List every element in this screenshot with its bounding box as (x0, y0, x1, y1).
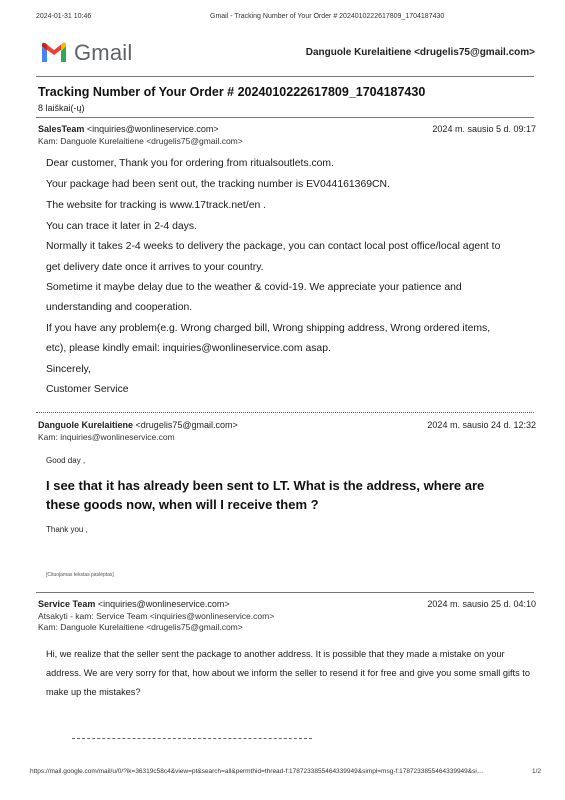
divider (36, 76, 534, 77)
message-2-body: I see that it has already been sent to LT. What is the address, where are these goods now, when will I receive them ? (46, 478, 485, 512)
signature-divider (72, 738, 312, 739)
account-label: Danguole Kurelaitiene <drugelis75@gmail.com> (305, 47, 535, 58)
body-line: Normally it takes 2-4 weeks to delivery the package, you can contact local post office/local agent to (46, 241, 501, 252)
message-2-date: 2024 m. sausio 24 d. 12:32 (427, 420, 536, 430)
message-3-sender[interactable] (38, 599, 230, 609)
message-3-date: 2024 m. sausio 25 d. 04:10 (427, 599, 536, 609)
body-line: Sometime it maybe delay due to the weather & covid-19. We appreciate your patience and (46, 282, 462, 293)
divider (36, 412, 534, 413)
sender-email: <inquiries@wonlineservice.com> (86, 124, 219, 134)
sender-name: SalesTeam (38, 124, 85, 134)
quoted-text-toggle[interactable]: [Cituojamas tekstas paslėptas] (46, 572, 114, 578)
message-1-date: 2024 m. sausio 5 d. 09:17 (432, 124, 536, 134)
gmail-logo[interactable] (40, 40, 132, 66)
body-line: Your package had been sent out, the tracking number is EV044161369CN. (46, 179, 390, 190)
message-3-reply-to: Atsakyti - kam: Service Team <inquiries@wonlineservice.com> (38, 611, 275, 621)
body-line: If you have any problem(e.g. Wrong charged bill, Wrong shipping address, Wrong ordered items, (46, 323, 491, 334)
message-3-to: Kam: Danguole Kurelaitiene <drugelis75@gmail.com> (38, 622, 243, 632)
print-footer-url: https://mail.google.com/mail/u/0/?ik=36319c58c4&view=pt&search=all&permthid=thread-f:1787233855464339949&simpl=msg-f:1787233855464339949&si… (30, 768, 484, 775)
body-line: Dear customer, Thank you for ordering from ritualsoutlets.com. (46, 158, 334, 169)
greeting: Good day , (46, 456, 86, 465)
thread-subject: Tracking Number of Your Order # 2024010222617809_1704187430 (38, 85, 426, 99)
message-1-to: Kam: Danguole Kurelaitiene <drugelis75@gmail.com> (38, 136, 243, 146)
body-line: You can trace it later in 2-4 days. (46, 221, 197, 232)
divider (36, 117, 534, 118)
closing: Thank you , (46, 525, 88, 534)
print-datetime: 2024-01-31 10:46 (36, 13, 92, 20)
body-line: get delivery date once it arrives to your country. (46, 262, 264, 273)
sender-email: <drugelis75@gmail.com> (135, 420, 238, 430)
sender-name: Service Team (38, 599, 96, 609)
body-line: The website for tracking is www.17track.net/en . (46, 200, 267, 211)
gmail-m-icon (40, 42, 68, 64)
body-line: Sincerely, (46, 364, 91, 375)
body-line: understanding and cooperation. (46, 302, 193, 313)
body-line: Customer Service (46, 384, 129, 395)
message-count: 8 laiškai(-ų) (38, 103, 85, 113)
sender-name: Danguole Kurelaitiene (38, 420, 134, 430)
message-1-sender[interactable] (38, 124, 219, 134)
page-number: 1/2 (532, 768, 542, 775)
divider (36, 592, 534, 593)
print-title: Gmail - Tracking Number of Your Order # 2024010222617809_1704187430 (210, 13, 445, 20)
gmail-logo-text: Gmail (74, 40, 133, 65)
message-3-body: Hi, we realize that the seller sent the package to another address. It is possible that they made a mistake on your address. We are very sorry for that, how about we inform the seller to resend it for free and give you some small gifts to make up the mistakes? (46, 649, 530, 697)
body-line: etc), please kindly email: inquiries@wonlineservice.com asap. (46, 343, 331, 354)
sender-email: <inquiries@wonlineservice.com> (97, 599, 230, 609)
message-2-to: Kam: inquiries@wonlineservice.com (38, 432, 175, 442)
message-2-sender[interactable] (38, 420, 238, 430)
